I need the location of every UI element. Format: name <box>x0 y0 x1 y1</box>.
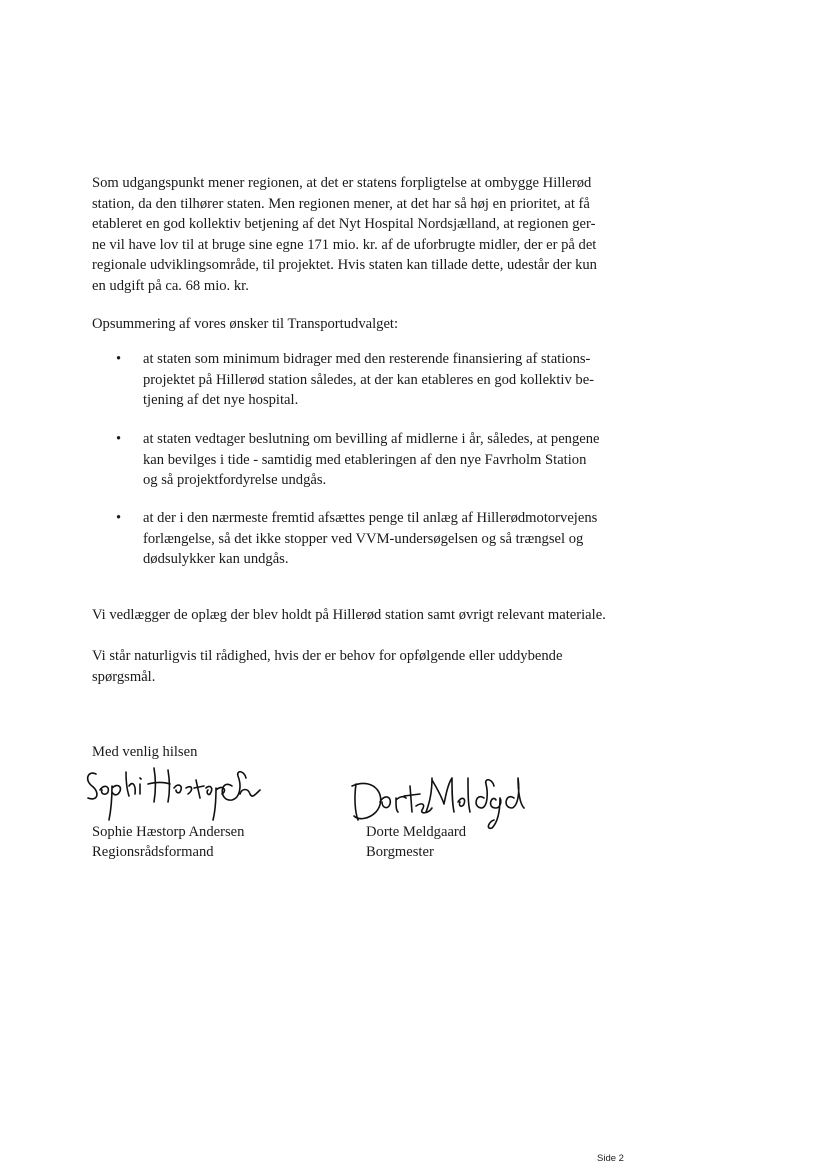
list-item-line: at der i den nærmeste fremtid afsættes penge til anlæg af Hillerødmotorvejens <box>143 510 598 526</box>
intro-line: ne vil have lov til at bruge sine egne 171 mio. kr. af de uforbrugte midler, der er på det <box>92 236 597 253</box>
list-item-line: projektet på Hillerød station således, at der kan etableres en god kollektiv be- <box>143 371 595 388</box>
intro-line: Som udgangspunkt mener regionen, at det er statens forpligtelse at ombygge Hillerød <box>92 175 592 191</box>
intro-paragraph <box>92 173 597 297</box>
intro-line: station, da den tilhører staten. Men regionen mener, at det har så høj en prioritet, at få <box>92 195 590 212</box>
availability-line: spørgsmål. <box>92 668 156 685</box>
list-item-text <box>143 349 594 411</box>
intro-line: regionale udviklingsområde, til projektet. Hvis staten kan tillade dette, udestår der kun <box>92 257 597 274</box>
signer-name: Dorte Meldgaard <box>366 824 467 840</box>
list-item-text <box>143 429 600 491</box>
summary-heading: Opsummering af vores ønsker til Transportudvalget: <box>92 316 399 332</box>
availability-line: Vi står naturligvis til rådighed, hvis der er behov for opfølgende eller uddybende <box>92 648 563 664</box>
attachments-paragraph <box>92 605 606 626</box>
signer-name: Sophie Hæstorp Andersen <box>92 824 245 840</box>
list-item-text <box>143 508 597 570</box>
list-item-line: tjening af det nye hospital. <box>143 392 299 409</box>
intro-line: etableret en god kollektiv betjening af det Nyt Hospital Nordsjælland, at regionen ger- <box>92 216 596 233</box>
intro-line: en udgift på ca. 68 mio. kr. <box>92 277 249 294</box>
list-item-line: forlængelse, så det ikke stopper ved VVM-undersøgelsen og så trængsel og <box>143 530 584 547</box>
bullet-symbol: • <box>116 510 122 526</box>
bullet-symbol: • <box>116 351 122 367</box>
list-item-line: at staten som minimum bidrager med den resterende finansiering af stations- <box>143 351 591 367</box>
list-item-line: og så projektfordyrelse undgås. <box>143 472 327 489</box>
page-number: Side 2 <box>597 1153 624 1164</box>
list-item-line: dødsulykker kan undgås. <box>143 551 289 568</box>
availability-paragraph <box>92 646 562 687</box>
signature-sophie-haestorp-andersen <box>82 758 262 826</box>
list-item-line: at staten vedtager beslutning om bevilling af midlerne i år, således, at pengene <box>143 431 600 447</box>
list-item-line: kan bevilges i tide - samtidig med etableringen af den nye Favrholm Station <box>143 451 587 468</box>
signer-title: Borgmester <box>366 844 434 860</box>
signer-title: Regionsrådsformand <box>92 844 214 860</box>
attachments-line: Vi vedlægger de oplæg der blev holdt på Hillerød station samt øvrigt relevant materiale. <box>92 607 606 623</box>
bullet-symbol: • <box>116 431 122 447</box>
closing-greeting: Med venlig hilsen <box>92 744 198 760</box>
